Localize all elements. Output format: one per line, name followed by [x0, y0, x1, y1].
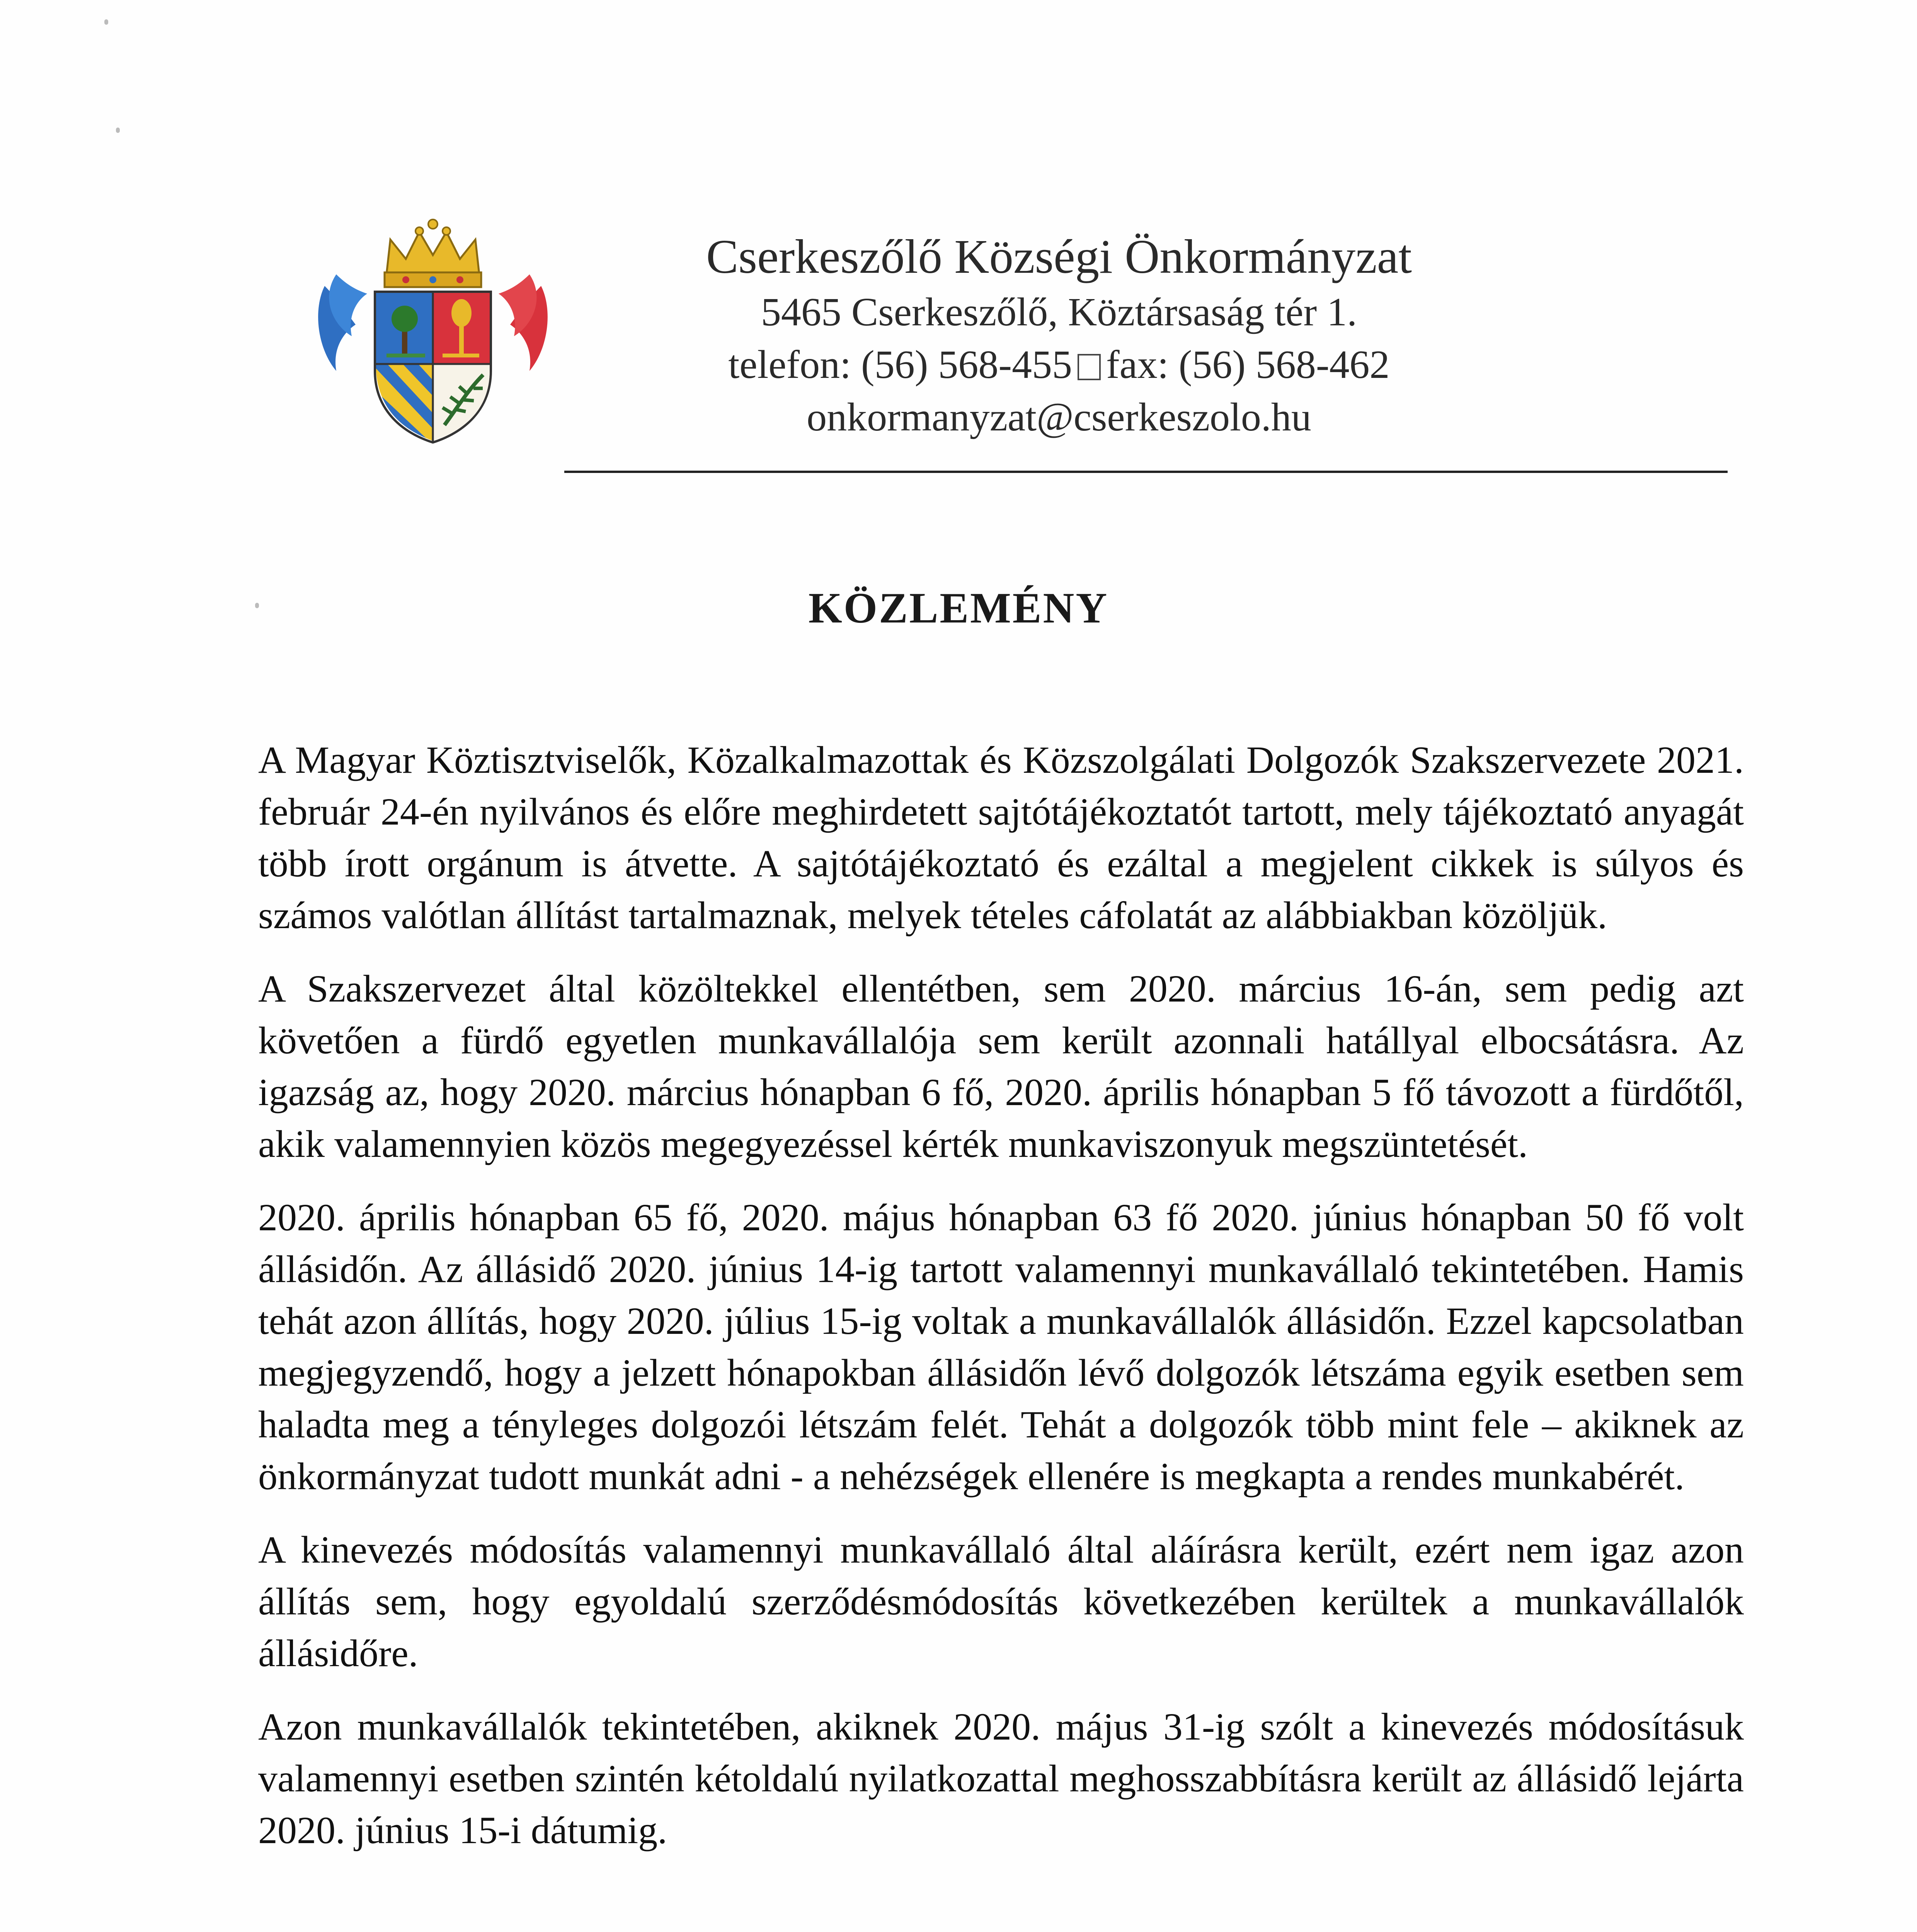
- paragraph-3: 2020. április hónapban 65 fő, 2020. május hónapban 63 fő 2020. június hónapban 50 fő volt állásidőn. Az állásidő 2020. június 14-ig tartott valamennyi munkavállaló tekintetében. Hamis tehát azon állítás, hogy 2020. július 15-ig voltak a munkavállalók állásidőn. Ezzel kapcsolatban megjegyzendő, hogy a jelzett hónapokban állásidőn lévő dolgozók létszáma egyik esetben sem haladta meg a tényleges dolgozói létszám felét. Tehát a dolgozók több mint fele – akiknek az önkormányzat tudott munkát adni - a nehézségek ellenére is megkapta a rendes munkabérét.: [258, 1196, 1744, 1498]
- paragraph-1: A Magyar Köztisztviselők, Közalkalmazottak és Közszolgálati Dolgozók Szakszervezete 2021. február 24-én nyilvános és előre meghirdetett sajtótájékoztatót tartott, mely tájékoztató anyagát több írott orgánum is átvette. A sajtótájékoztató és ezáltal a megjelent cikkek is súlyos és számos valótlan állítást tartalmaznak, melyek tételes cáfolatát az alábbiakban közöljük.: [258, 738, 1744, 937]
- scan-speck: [116, 128, 120, 133]
- organization-name: Cserkeszőlő Községi Önkormányzat: [706, 230, 1412, 284]
- paragraph-2: A Szakszervezet által közöltekkel ellentétben, sem 2020. március 16-án, sem pedig azt követően a fürdő egyetlen munkavállalója sem került azonnali hatállyal elbocsátásra. Az igazság az, hogy 2020. március hónapban 6 fő, 2020. április hónapban 5 fő távozott a fürdőtől, akik valamennyien közös megegyezéssel kérték munkaviszonyuk megszüntetését.: [258, 967, 1744, 1165]
- paragraph-4: A kinevezés módosítás valamennyi munkavállaló által aláírásra került, ezért nem igaz azon állítás sem, hogy egyoldalú szerződésmódosítás következében kerültek a munkavállalók állásidőre.: [258, 1528, 1744, 1675]
- phone-text: telefon: (56) 568-455: [728, 342, 1072, 387]
- document-title: KÖZLEMÉNY: [808, 584, 1109, 632]
- fax-text: fax: (56) 568-462: [1106, 342, 1390, 387]
- separator-box-icon: [1078, 354, 1101, 380]
- address-line: 5465 Cserkeszőlő, Köztársaság tér 1.: [761, 290, 1357, 334]
- document-body: [258, 734, 1744, 1932]
- letterhead: [564, 228, 1554, 444]
- paragraph-5: Azon munkavállalók tekintetében, akiknek 2020. május 31-ig szólt a kinevezés módosításuk valamennyi esetben szintén kétoldalú nyilatkozattal meghosszabbításra került az állásidő lejárta 2020. június 15-i dátumig.: [258, 1705, 1744, 1852]
- coat-of-arms-icon: [309, 209, 557, 448]
- contact-line: [564, 338, 1554, 391]
- header-divider: [564, 471, 1728, 473]
- scan-speck: [104, 19, 108, 25]
- email-line: onkormanyzat@cserkeszolo.hu: [807, 395, 1311, 439]
